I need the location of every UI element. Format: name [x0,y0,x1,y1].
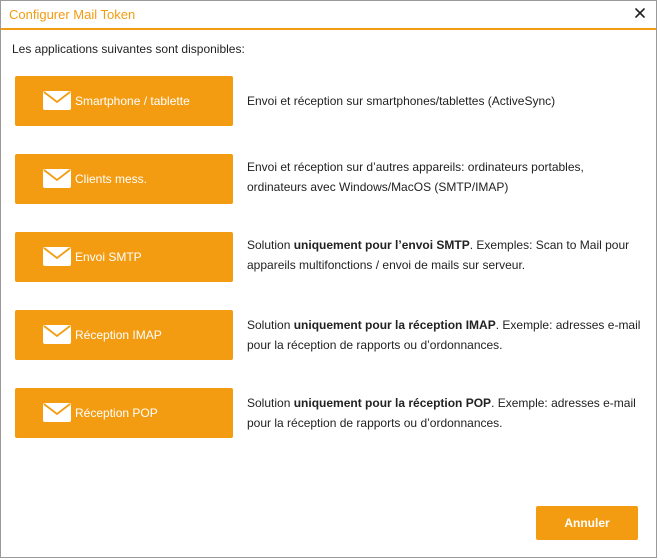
app-description: Envoi et réception sur d’autres appareils: ordinateurs portables, ordinateurs avec Windows/MacOS (SMTP/IMAP) [247,160,584,194]
cancel-button[interactable]: Annuler [536,506,638,540]
app-button-label: Envoi SMTP [75,250,142,264]
dialog-titlebar [1,1,656,30]
intro-text: Les applications suivantes sont disponibles: [12,42,245,56]
app-button-label: Réception IMAP [75,328,162,342]
mail-icon [42,402,72,423]
mail-icon [42,90,72,111]
app-button-label: Clients mess. [75,172,148,186]
app-button-label: Réception POP [75,406,158,420]
app-description: Solution uniquement pour l’envoi SMTP. Exemples: Scan to Mail pour appareils multifonctions / envoi de mails sur serveur. [247,238,630,272]
smtp-send-button[interactable] [15,232,233,282]
imap-receive-button[interactable] [15,310,233,360]
app-button-label: Smartphone / tablette [75,94,190,108]
app-description: Solution uniquement pour la réception POP. Exemple: adresses e-mail pour la réception de rapports ou d’ordonnances. [247,396,636,430]
mail-clients-button[interactable] [15,154,233,204]
mail-icon [42,324,72,345]
smartphone-tablet-button[interactable] [15,76,233,126]
app-description: Solution uniquement pour la réception IMAP. Exemple: adresses e-mail pour la réception de rapports ou d’ordonnances. [247,318,641,352]
mail-icon [42,246,72,267]
app-description: Envoi et réception sur smartphones/tablettes (ActiveSync) [247,94,556,108]
dialog-title: Configurer Mail Token [9,7,136,22]
close-icon[interactable] [632,5,648,21]
mail-icon [42,168,72,189]
pop-receive-button[interactable] [15,388,233,438]
